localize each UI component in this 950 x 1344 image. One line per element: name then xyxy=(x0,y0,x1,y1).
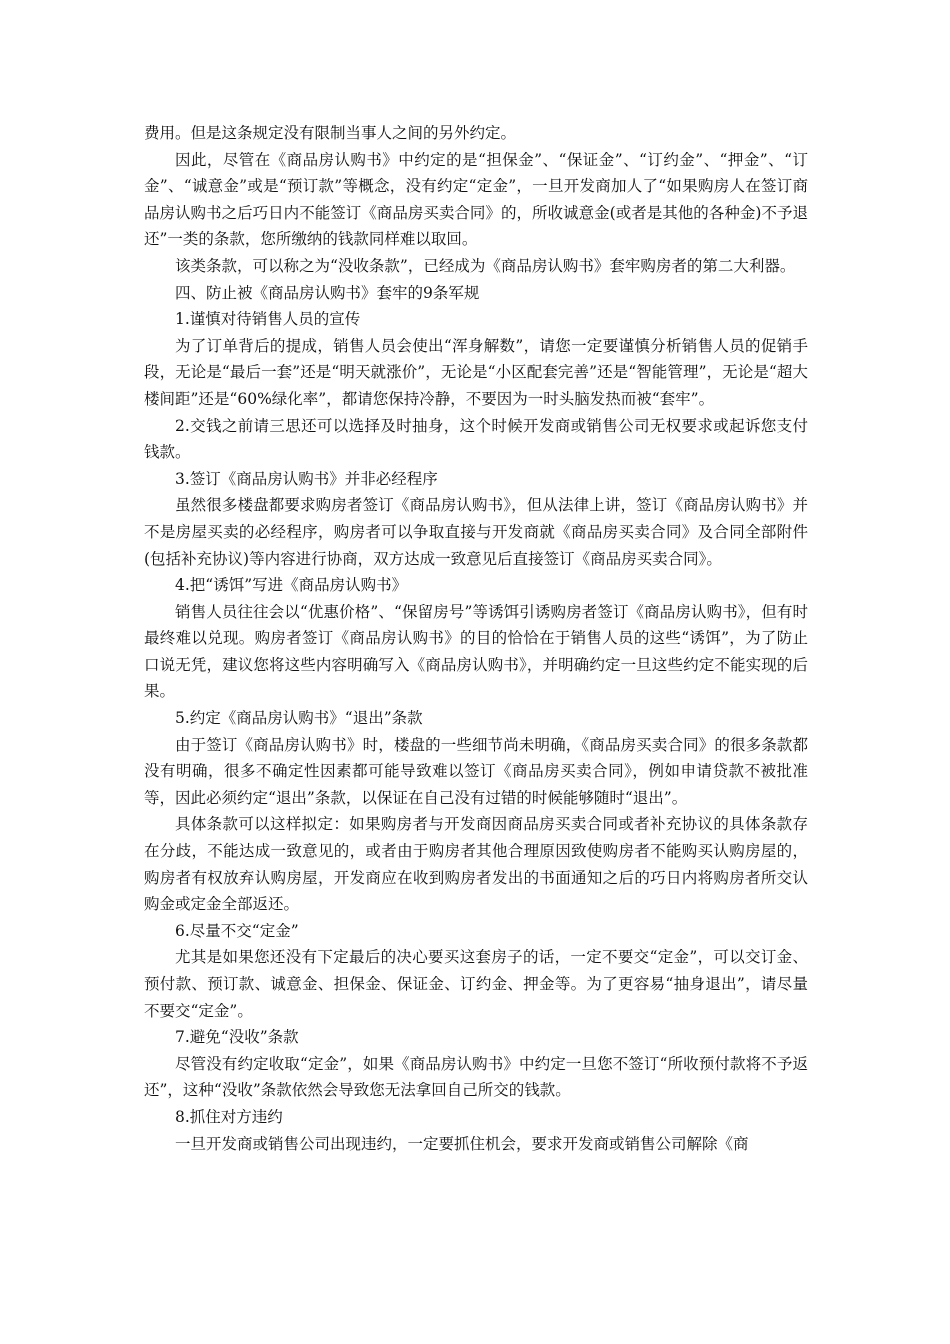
paragraph-body: 尤其是如果您还没有下定最后的决心要买这套房子的话，一定不要交“定金”，可以交订金、预付款、预订款、诚意金、担保金、保证金、订约金、押金等。为了更容易“抽身退出”，请尽量不要交“定金”。 xyxy=(144,948,808,1020)
rule-heading: 7.避免“没收”条款 xyxy=(175,1028,299,1047)
rule-heading: 1.谨慎对待销售人员的宣传 xyxy=(175,310,361,329)
paragraph-body: 一旦开发商或销售公司出现违约，一定要抓住机会，要求开发商或销售公司解除《商 xyxy=(175,1134,749,1153)
rule-heading: 4.把“诱饵”写进《商品房认购书》 xyxy=(175,576,408,595)
paragraph-body: 因此，尽管在《商品房认购书》中约定的是“担保金”、“保证金”、“订约金”、“押金”、“订金”、“诚意金”或是“预订款”等概念，没有约定“定金”，一旦开发商加人了“如果购房人在签订商品房认购书之后巧日内不能签订《商品房买卖合同》的，所收诚意金(或者是其他的各种金)不予退还”一类的条款，您所缴纳的钱款同样难以取回。 xyxy=(144,150,808,249)
rule-heading: 8.抓住对方违约 xyxy=(175,1107,283,1126)
rule-heading: 6.尽量不交“定金” xyxy=(175,921,299,940)
paragraph-body: 虽然很多楼盘都要求购房者签订《商品房认购书》，但从法律上讲，签订《商品房认购书》并不是房屋买卖的必经程序，购房者可以争取直接与开发商就《商品房买卖合同》及合同全部附件(包括补充协议)等内容进行协商，双方达成一致意见后直接签订《商品房买卖合同》。 xyxy=(144,496,808,568)
paragraph-body: 尽管没有约定收取“定金”，如果《商品房认购书》中约定一旦您不签订“所收预付款将不予返还”，这种“没收”条款依然会导致您无法拿回自己所交的钱款。 xyxy=(144,1054,808,1100)
paragraph-continuation: 费用。但是这条规定没有限制当事人之间的另外约定。 xyxy=(144,124,517,142)
document-page xyxy=(144,120,808,1157)
rule-heading: 3.签订《商品房认购书》并非必经程序 xyxy=(175,469,438,488)
paragraph-body: 销售人员往往会以“优惠价格”、“保留房号”等诱饵引诱购房者签订《商品房认购书》，但有时最终难以兑现。购房者签订《商品房认购书》的目的恰恰在于销售人员的这些“诱饵”，为了防止口说无凭，建议您将这些内容明确写入《商品房认购书》，并明确约定一旦这些约定不能实现的后果。 xyxy=(144,602,808,701)
paragraph-body: 为了订单背后的提成，销售人员会使出“浑身解数”，请您一定要谨慎分析销售人员的促销手段，无论是“最后一套”还是“明天就涨价”，无论是“小区配套完善”还是“智能管理”，无论是“超大楼间距”还是“60%绿化率”，都请您保持冷静，不要因为一时头脑发热而被“套牢”。 xyxy=(144,336,808,408)
section-heading: 四、防止被《商品房认购书》套牢的9条军规 xyxy=(175,283,480,302)
paragraph-body: 该类条款，可以称之为“没收条款”，已经成为《商品房认购书》套牢购房者的第二大利器。 xyxy=(175,256,796,275)
rule-heading: 5.约定《商品房认购书》“退出”条款 xyxy=(175,709,423,728)
paragraph-body: 由于签订《商品房认购书》时，楼盘的一些细节尚未明确，《商品房买卖合同》的很多条款都没有明确，很多不确定性因素都可能导致难以签订《商品房买卖合同》，例如申请贷款不被批准等，因此必须约定“退出”条款，以保证在自己没有过错的时候能够随时“退出”。 xyxy=(144,735,808,807)
rule-heading: 2.交钱之前请三思还可以选择及时抽身，这个时候开发商或销售公司无权要求或起诉您支付钱款。 xyxy=(144,416,808,462)
paragraph-body: 具体条款可以这样拟定：如果购房者与开发商因商品房买卖合同或者补充协议的具体条款存在分歧，不能达成一致意见的，或者由于购房者其他合理原因致使购房者不能购买认购房屋的，购房者有权放弃认购房屋，开发商应在收到购房者发出的书面通知之后的巧日内将购房者所交认购金或定金全部返还。 xyxy=(144,815,808,914)
